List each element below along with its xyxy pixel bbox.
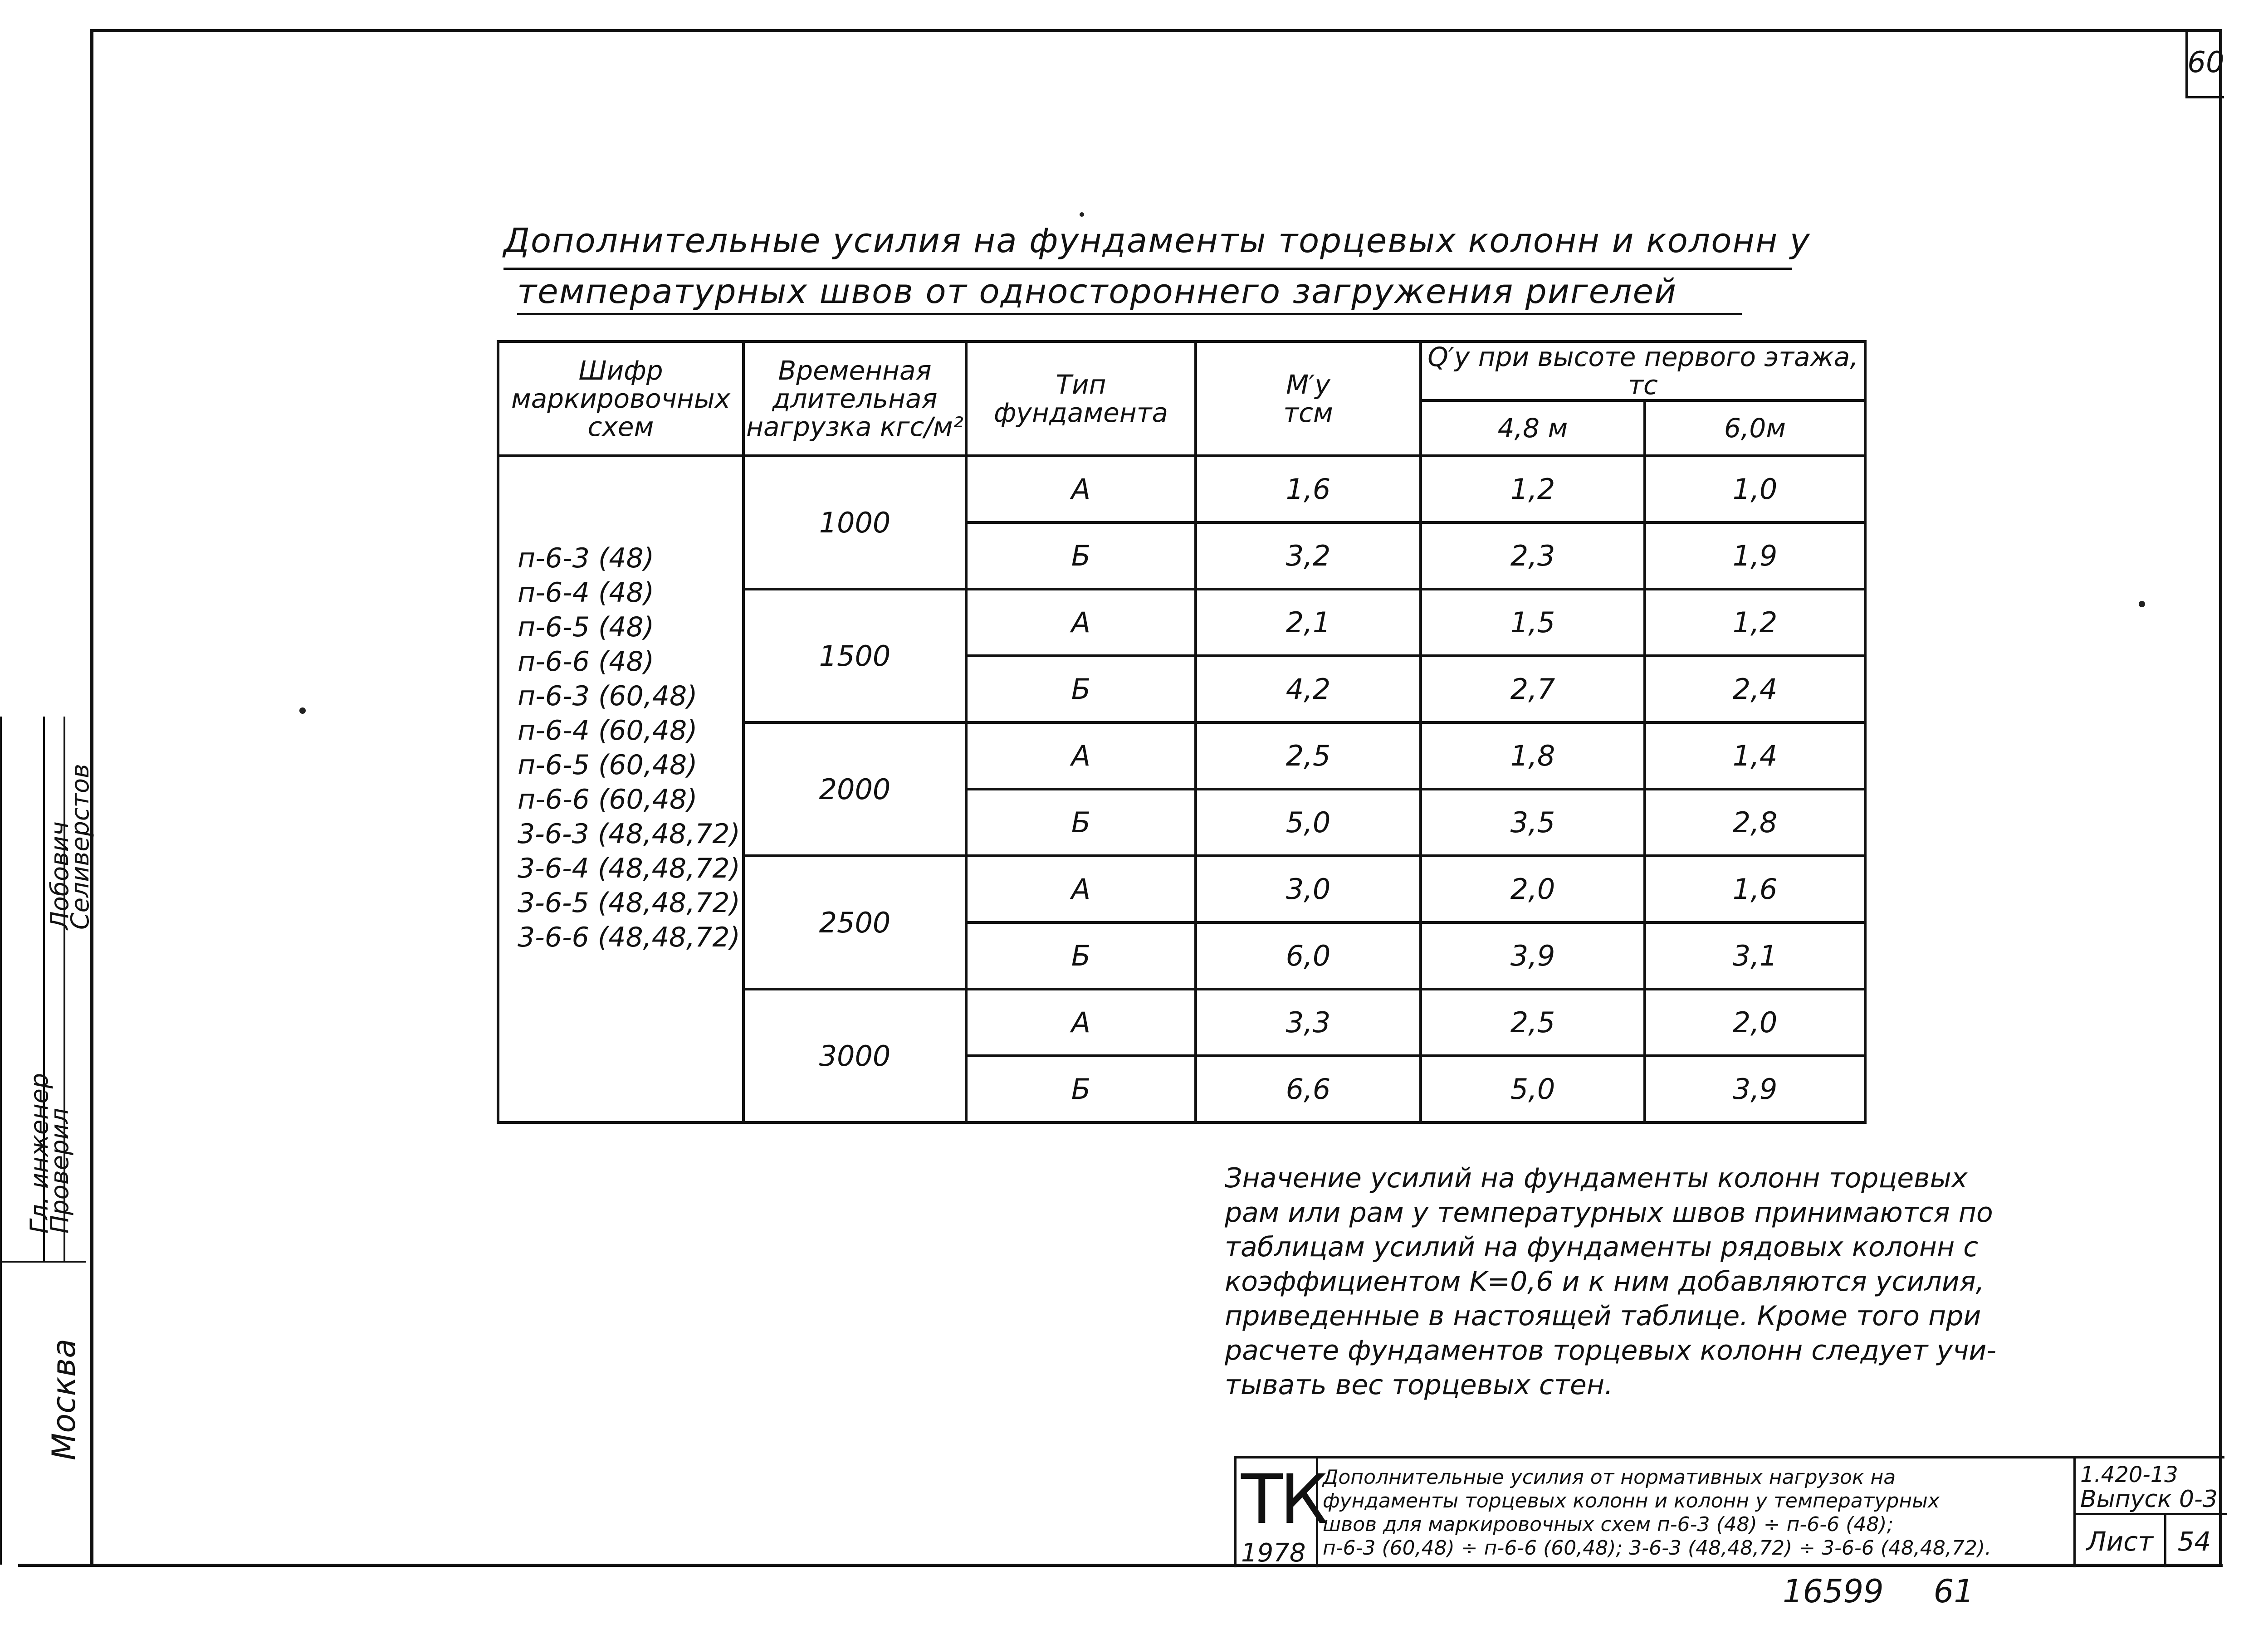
shear-4-8-cell: 3,5 bbox=[1421, 789, 1645, 856]
moment-cell: 4,2 bbox=[1196, 656, 1421, 722]
stamp-sheet-label: Лист bbox=[2073, 1515, 2166, 1567]
side-block-edge bbox=[0, 717, 2, 1565]
scheme-item: п-6-4 (60,48) bbox=[518, 715, 698, 746]
schemes-cell bbox=[498, 456, 743, 1122]
type-cell: Б bbox=[966, 789, 1196, 856]
shear-4-8-cell: 2,3 bbox=[1421, 522, 1645, 589]
stamp-description-line: швов для маркировочных схем п-6-3 (48) ÷ п-6-6 (48); bbox=[1323, 1513, 1894, 1536]
shear-4-8-cell: 2,5 bbox=[1421, 989, 1645, 1056]
scheme-item: 3-6-4 (48,48,72) bbox=[518, 853, 740, 884]
title-underline-1 bbox=[503, 268, 1792, 270]
side-role-chief-engineer: Гл. инженер bbox=[25, 1073, 54, 1234]
sheet-number-top: 60 bbox=[2185, 29, 2224, 98]
load-cell: 1500 bbox=[743, 589, 966, 722]
moment-cell: 6,0 bbox=[1196, 922, 1421, 989]
title-underline-2 bbox=[517, 313, 1742, 315]
archive-page-number: 61 bbox=[1933, 1573, 1974, 1610]
header-moment-unit: тсм bbox=[1283, 397, 1333, 428]
moment-cell: 3,2 bbox=[1196, 522, 1421, 589]
shear-6-0-cell: 1,9 bbox=[1645, 522, 1865, 589]
shear-4-8-cell: 3,9 bbox=[1421, 922, 1645, 989]
scheme-item: п-6-6 (48) bbox=[518, 646, 655, 678]
title-line-2: температурных швов от одностороннего загружения ригелей bbox=[517, 272, 1677, 311]
note-line: расчете фундаментов торцевых колонн следует учи- bbox=[1225, 1335, 1997, 1366]
scheme-item: п-6-4 (48) bbox=[518, 577, 655, 609]
moment-cell: 2,1 bbox=[1196, 589, 1421, 656]
side-block-divider bbox=[0, 1261, 86, 1263]
stamp-series: 1.420-13 bbox=[2080, 1462, 2178, 1488]
type-cell: А bbox=[966, 722, 1196, 789]
side-name-seliverstov: Селиверстов bbox=[66, 764, 94, 930]
moment-cell: 3,0 bbox=[1196, 856, 1421, 922]
stamp-logo-box bbox=[1237, 1458, 1326, 1568]
title-line-1: Дополнительные усилия на фундаменты торцевых колонн и колонн у bbox=[503, 221, 1811, 260]
archive-number bbox=[1783, 1573, 2024, 1610]
type-cell: Б bbox=[966, 922, 1196, 989]
stamp-description bbox=[1323, 1466, 1991, 1560]
scan-speck bbox=[299, 707, 306, 714]
load-cell: 2000 bbox=[743, 722, 966, 856]
load-cell: 2500 bbox=[743, 856, 966, 989]
header-foundation-type: Тип фундамента bbox=[966, 341, 1196, 456]
type-cell: Б bbox=[966, 1056, 1196, 1122]
stamp-description-line: фундаменты торцевых колонн и колонн у температурных bbox=[1323, 1489, 1940, 1512]
side-title-block bbox=[0, 717, 94, 1565]
header-load: Временная длительная нагрузка кгс/м² bbox=[743, 341, 966, 456]
note-line: коэффициентом K=0,6 и к ним добавляются усилия, bbox=[1225, 1266, 1984, 1297]
header-shear: Q′y при высоте первого этажа, тс bbox=[1421, 341, 1865, 400]
stamp-description-line: Дополнительные усилия от нормативных нагрузок на bbox=[1323, 1466, 1896, 1489]
scheme-item: 3-6-6 (48,48,72) bbox=[518, 922, 740, 953]
scheme-item: п-6-3 (48) bbox=[518, 542, 655, 574]
shear-4-8-cell: 1,2 bbox=[1421, 456, 1645, 522]
title-stamp bbox=[1234, 1456, 2224, 1567]
type-cell: А bbox=[966, 589, 1196, 656]
shear-4-8-cell: 2,0 bbox=[1421, 856, 1645, 922]
archive-inventory-number: 16599 bbox=[1783, 1573, 1884, 1610]
shear-6-0-cell: 2,4 bbox=[1645, 656, 1865, 722]
note-line: Значение усилий на фундаменты колонн торцевых bbox=[1225, 1162, 1968, 1194]
header-moment bbox=[1196, 341, 1421, 456]
side-city: Москва bbox=[45, 1338, 83, 1460]
moment-cell: 5,0 bbox=[1196, 789, 1421, 856]
shear-4-8-cell: 1,5 bbox=[1421, 589, 1645, 656]
shear-6-0-cell: 1,6 bbox=[1645, 856, 1865, 922]
stamp-description-line: п-6-3 (60,48) ÷ п-6-6 (60,48); 3-6-3 (48,48,72) ÷ 3-6-6 (48,48,72). bbox=[1323, 1536, 1992, 1560]
type-cell: А bbox=[966, 856, 1196, 922]
header-height-4-8: 4,8 м bbox=[1421, 400, 1645, 456]
frame-top-border bbox=[90, 29, 2222, 32]
shear-6-0-cell: 1,0 bbox=[1645, 456, 1865, 522]
moment-cell: 6,6 bbox=[1196, 1056, 1421, 1122]
type-cell: Б bbox=[966, 522, 1196, 589]
scheme-item: п-6-5 (48) bbox=[518, 611, 655, 643]
side-name-lobovich: Лобович bbox=[45, 821, 74, 930]
load-cell: 3000 bbox=[743, 989, 966, 1122]
scan-speck bbox=[2139, 601, 2145, 607]
shear-4-8-cell: 5,0 bbox=[1421, 1056, 1645, 1122]
moment-cell: 2,5 bbox=[1196, 722, 1421, 789]
shear-6-0-cell: 3,9 bbox=[1645, 1056, 1865, 1122]
stamp-issue: Выпуск 0-3 bbox=[2080, 1486, 2218, 1513]
forces-table bbox=[497, 340, 1867, 1124]
table-row bbox=[498, 456, 1865, 522]
scheme-item: п-6-5 (60,48) bbox=[518, 749, 698, 781]
frame-right-border bbox=[2219, 29, 2222, 1566]
note-line: приведенные в настоящей таблице. Кроме того при bbox=[1225, 1300, 1981, 1332]
moment-cell: 3,3 bbox=[1196, 989, 1421, 1056]
load-cell: 1000 bbox=[743, 456, 966, 589]
shear-6-0-cell: 2,8 bbox=[1645, 789, 1865, 856]
shear-6-0-cell: 3,1 bbox=[1645, 922, 1865, 989]
header-height-6-0: 6,0м bbox=[1645, 400, 1865, 456]
stamp-sheet-number: 54 bbox=[2177, 1526, 2211, 1557]
note-text bbox=[1225, 1161, 2068, 1402]
note-line: таблицам усилий на фундаменты рядовых колонн с bbox=[1225, 1231, 1979, 1263]
side-role-checked: Проверил bbox=[45, 1108, 74, 1234]
stamp-code-box bbox=[2073, 1458, 2227, 1515]
scheme-item: п-6-3 (60,48) bbox=[518, 680, 698, 712]
scan-speck bbox=[1080, 212, 1084, 217]
shear-6-0-cell: 1,2 bbox=[1645, 589, 1865, 656]
scheme-item: 3-6-5 (48,48,72) bbox=[518, 887, 740, 919]
shear-6-0-cell: 2,0 bbox=[1645, 989, 1865, 1056]
type-cell: А bbox=[966, 456, 1196, 522]
scheme-item: 3-6-3 (48,48,72) bbox=[518, 818, 740, 850]
stamp-logo: ТК bbox=[1241, 1460, 1326, 1539]
type-cell: А bbox=[966, 989, 1196, 1056]
type-cell: Б bbox=[966, 656, 1196, 722]
stamp-year: 1978 bbox=[1241, 1538, 1306, 1568]
header-schemes: Шифр маркировочных схем bbox=[498, 341, 743, 456]
shear-4-8-cell: 2,7 bbox=[1421, 656, 1645, 722]
note-line: тывать вес торцевых стен. bbox=[1225, 1369, 1613, 1401]
shear-4-8-cell: 1,8 bbox=[1421, 722, 1645, 789]
note-line: рам или рам у температурных швов принимаются по bbox=[1225, 1197, 1993, 1229]
shear-6-0-cell: 1,4 bbox=[1645, 722, 1865, 789]
scheme-item: п-6-6 (60,48) bbox=[518, 784, 698, 815]
moment-cell: 1,6 bbox=[1196, 456, 1421, 522]
header-moment-symbol: M′y bbox=[1286, 369, 1330, 400]
